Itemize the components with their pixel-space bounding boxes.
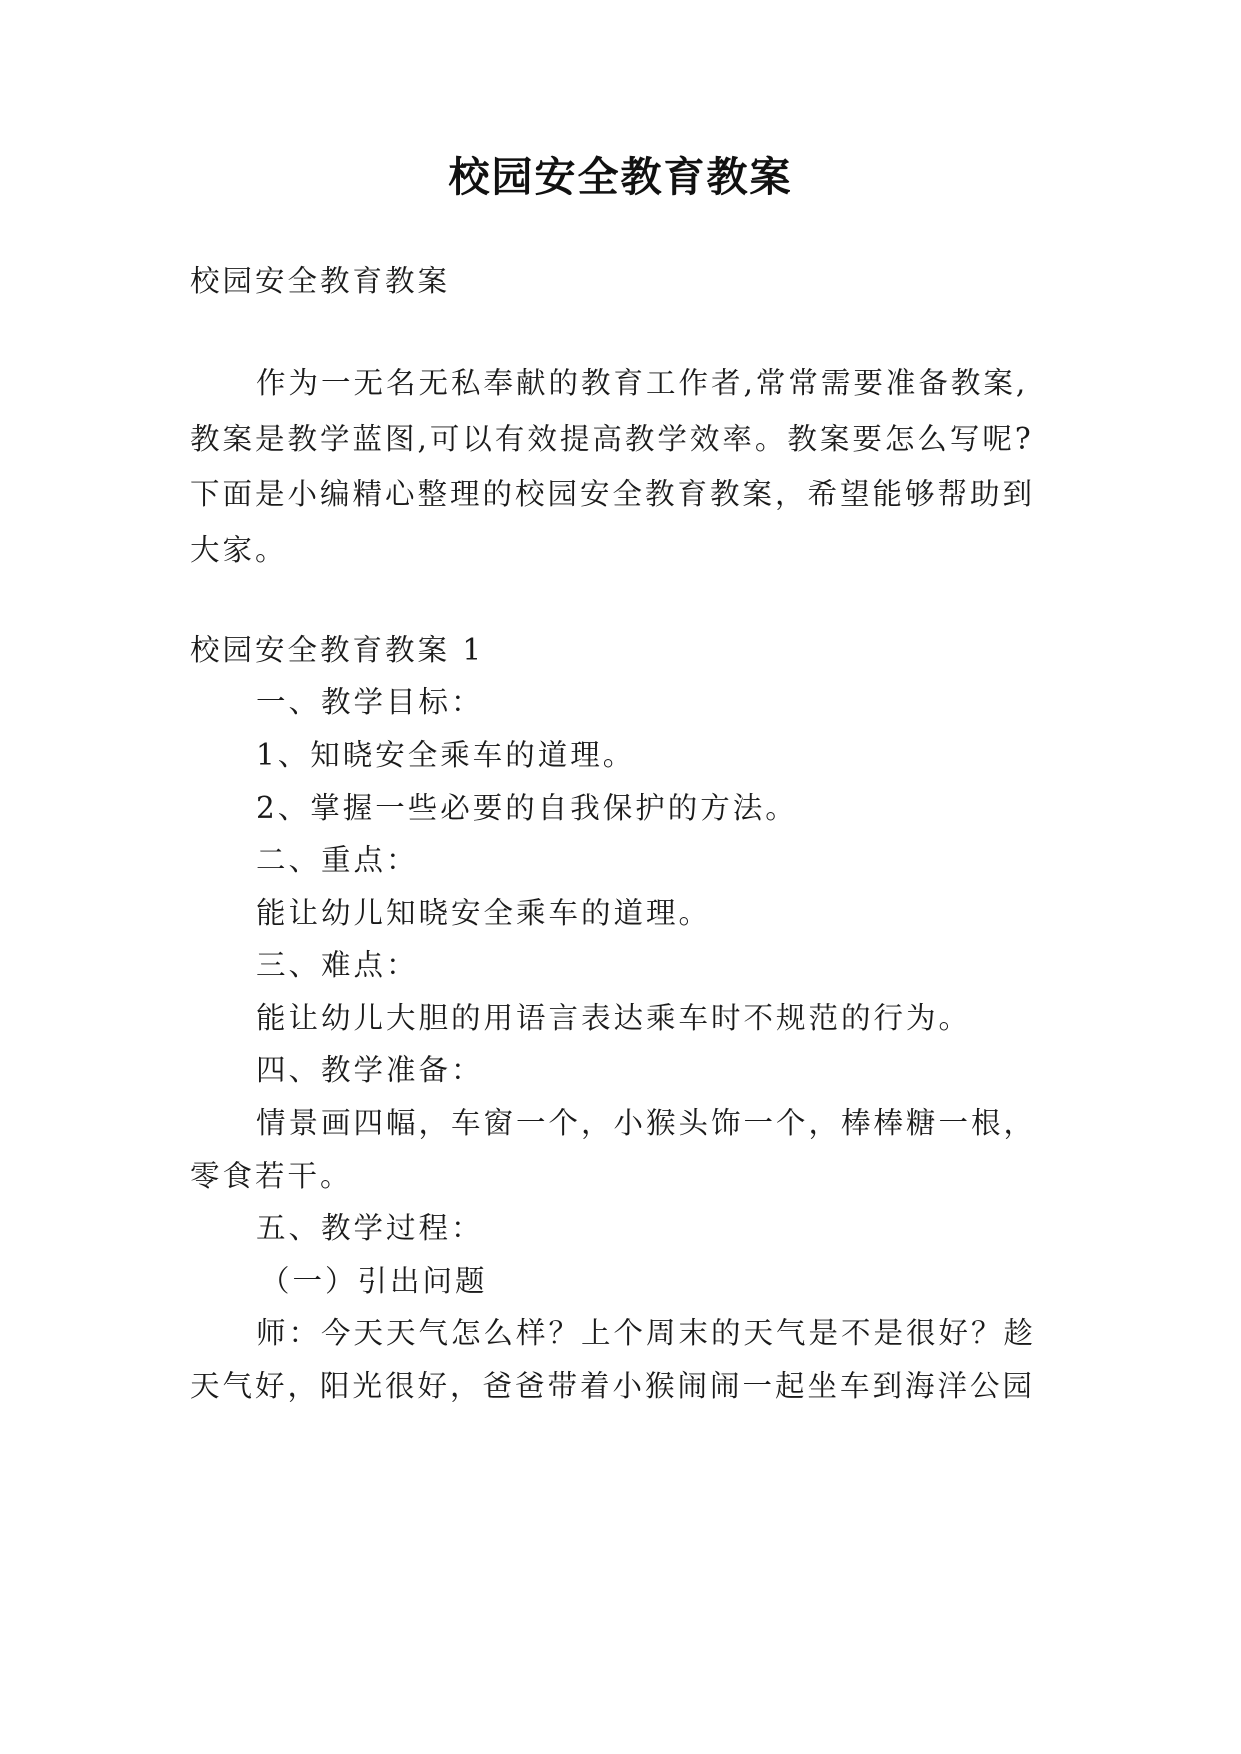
section-heading: 校园安全教育教案 1 <box>190 633 485 667</box>
preparation-text-1: 情景画四幅，车窗一个，小猴头饰一个，棒棒糖一根， <box>256 1106 1037 1140</box>
document-title: 校园安全教育教案 <box>448 153 793 201</box>
intro-line-3: 下面是小编精心整理的校园安全教育教案，希望能够帮助到 <box>190 477 1036 511</box>
process-text-2: 天气好，阳光很好，爸爸带着小猴闹闹一起坐车到海洋公园 <box>190 1369 1036 1403</box>
process-text-1: 师：今天天气怎么样？上个周末的天气是不是很好？趁 <box>256 1316 1037 1350</box>
objective-item-1: 1、知晓安全乘车的道理。 <box>256 738 636 772</box>
intro-line-2: 教案是教学蓝图,可以有效提高教学效率。教案要怎么写呢? <box>190 422 1034 456</box>
key-point-text: 能让幼儿知晓安全乘车的道理。 <box>256 896 712 930</box>
preparation-heading: 四、教学准备： <box>256 1053 484 1087</box>
process-subheading: （一）引出问题 <box>260 1264 488 1298</box>
subtitle-line: 校园安全教育教案 <box>190 264 451 298</box>
difficulty-text: 能让幼儿大胆的用语言表达乘车时不规范的行为。 <box>256 1001 972 1035</box>
intro-line-4: 大家。 <box>190 533 288 567</box>
preparation-text-2: 零食若干。 <box>190 1159 353 1193</box>
objectives-heading: 一、教学目标： <box>256 685 484 719</box>
objective-item-2: 2、掌握一些必要的自我保护的方法。 <box>256 791 798 825</box>
process-heading: 五、教学过程： <box>256 1211 484 1245</box>
key-point-heading: 二、重点： <box>256 843 419 877</box>
difficulty-heading: 三、难点： <box>256 948 419 982</box>
intro-line-1: 作为一无名无私奉献的教育工作者,常常需要准备教案, <box>256 366 1029 400</box>
